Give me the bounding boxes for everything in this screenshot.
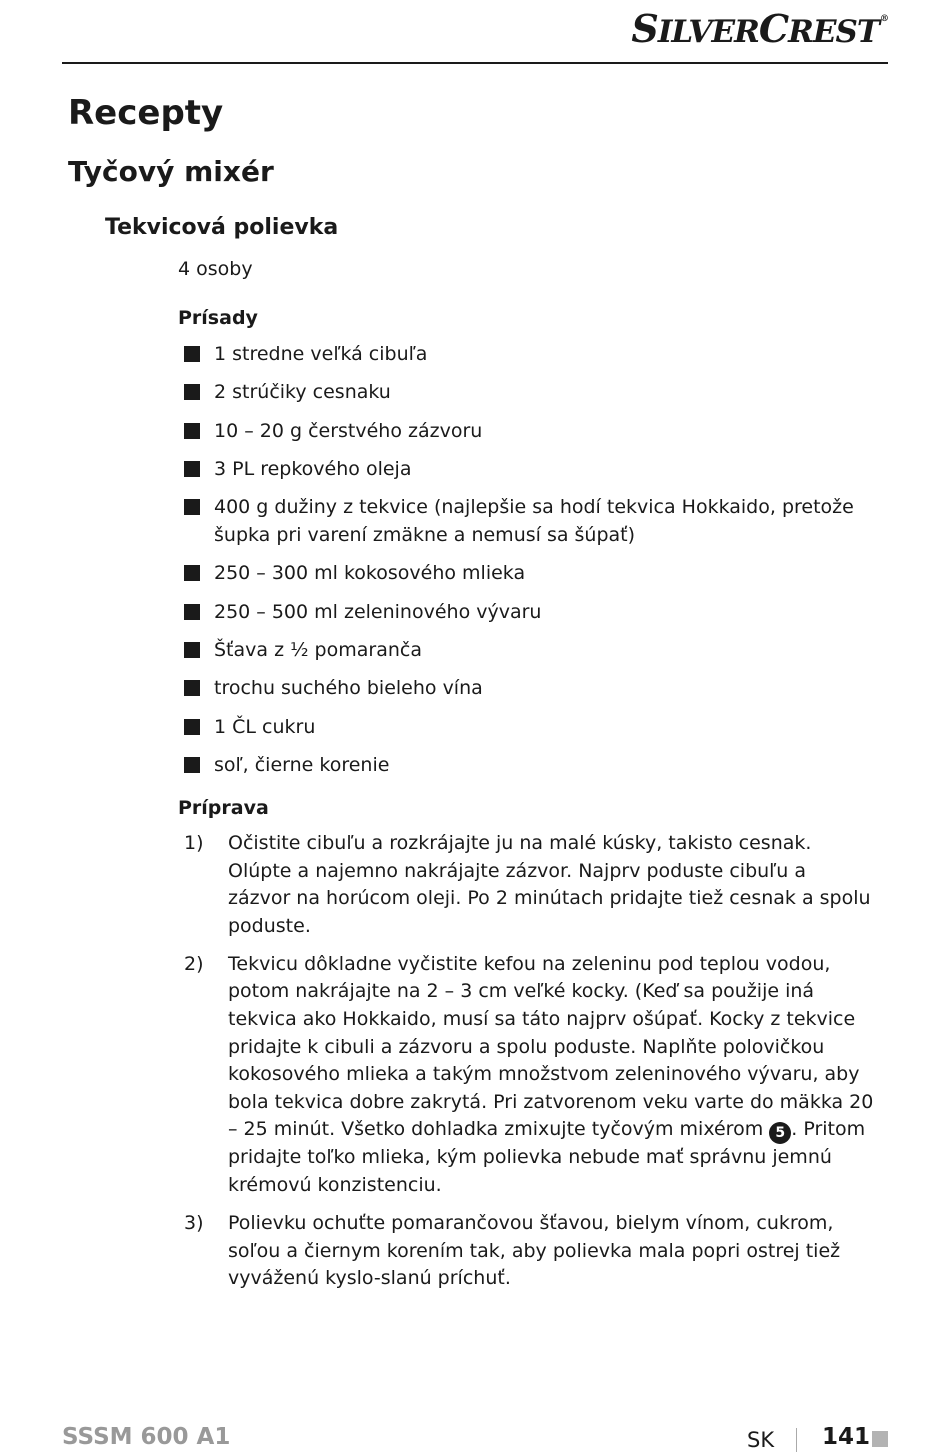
ingredient-text: 250 – 500 ml zeleninového vývaru	[214, 600, 542, 623]
step-text-continued: . Pritom pridajte toľko mlieka, kým polievka nebude mať správnu jemnú krémovú konzistenciu.	[228, 1118, 866, 1197]
square-bullet-icon	[184, 604, 200, 620]
step-item	[184, 951, 874, 1200]
step-item	[184, 1210, 874, 1293]
section-title: Tyčový mixér	[68, 155, 274, 188]
square-bullet-icon	[184, 719, 200, 735]
ingredient-text: trochu suchého bieleho vína	[214, 677, 483, 700]
preparation-heading: Príprava	[178, 797, 269, 819]
list-item	[184, 455, 874, 483]
square-bullet-icon	[184, 499, 200, 515]
step-text: Tekvicu dôkladne vyčistite kefou na zeleninu pod teplou vodou, potom nakrájajte na 2 – 3 cm veľké kocky. (Keď sa použije iná tekvica ako Hokkaido, musí sa táto najprv ošúpať. Kocky z tekvice pridajte k cibuli a zázvoru a spolu poduste. Naplňte polovičkou kokosového mlieka a takým množstvom zeleninového vývaru, aby bola tekvica dobre zakrytá. Pri zatvorenom veku varte do mäkka 20 – 25 minút. Všetko dohladka zmixujte tyčovým mixérom	[228, 952, 874, 1141]
ingredient-text: 400 g dužiny z tekvice (najlepšie sa hodí tekvica Hokkaido, pretože šupka pri varení zmäkne a nemusí sa šúpať)	[214, 496, 854, 547]
list-item	[184, 493, 874, 549]
header-rule	[62, 62, 888, 64]
footer-model: SSSM 600 A1	[62, 1424, 231, 1450]
step-number: 3)	[184, 1212, 204, 1235]
ingredient-text: 10 – 20 g čerstvého zázvoru	[214, 419, 483, 442]
ingredient-text: soľ, čierne korenie	[214, 753, 390, 776]
list-item	[184, 559, 874, 587]
square-bullet-icon	[184, 423, 200, 439]
footer-divider	[796, 1428, 797, 1452]
recipe-title: Tekvicová polievka	[105, 215, 339, 240]
square-bullet-icon	[184, 680, 200, 696]
ingredients-heading: Prísady	[178, 307, 258, 329]
square-bullet-icon	[184, 346, 200, 362]
preparation-steps	[184, 830, 874, 1303]
step-item	[184, 830, 874, 940]
footer-language: SK	[747, 1428, 775, 1452]
ingredient-text: 250 – 300 ml kokosového mlieka	[214, 562, 526, 585]
list-item	[184, 751, 874, 779]
square-bullet-icon	[184, 565, 200, 581]
square-bullet-icon	[184, 461, 200, 477]
ingredient-text: 3 PL repkového oleja	[214, 457, 412, 480]
ingredient-text: 1 ČL cukru	[214, 715, 316, 738]
part-reference-icon: 5	[769, 1122, 791, 1144]
list-item	[184, 417, 874, 445]
square-bullet-icon	[184, 757, 200, 773]
brand-logo: SILVERCREST®	[631, 6, 888, 51]
ingredient-text: Šťava z ½ pomaranča	[214, 639, 422, 662]
list-item	[184, 598, 874, 626]
step-text: Polievku ochuťte pomarančovou šťavou, bielym vínom, cukrom, soľou a čiernym korením tak, aby polievka mala popri ostrej tiež vyváženú kyslo-slanú príchuť.	[228, 1212, 841, 1290]
square-bullet-icon	[184, 384, 200, 400]
ingredient-text: 1 stredne veľká cibuľa	[214, 343, 428, 365]
list-item	[184, 340, 874, 368]
step-number: 1)	[184, 832, 204, 854]
list-item	[184, 713, 874, 741]
list-item	[184, 636, 874, 664]
square-marker-icon	[872, 1431, 888, 1447]
servings: 4 osoby	[178, 258, 253, 280]
page-number: 141	[822, 1424, 871, 1450]
step-number: 2)	[184, 952, 204, 975]
page-title: Recepty	[68, 93, 224, 133]
step-text: Očistite cibuľu a rozkrájajte ju na malé kúsky, takisto cesnak. Olúpte a najemno nakrájajte zázvor. Najprv poduste cibuľu a zázvor na horúcom oleji. Po 2 minútach pridajte tiež cesnak a spolu poduste.	[228, 832, 871, 937]
ingredient-text: 2 strúčiky cesnaku	[214, 381, 391, 404]
ingredients-list	[184, 340, 874, 789]
list-item	[184, 378, 874, 406]
list-item	[184, 674, 874, 702]
square-bullet-icon	[184, 642, 200, 658]
